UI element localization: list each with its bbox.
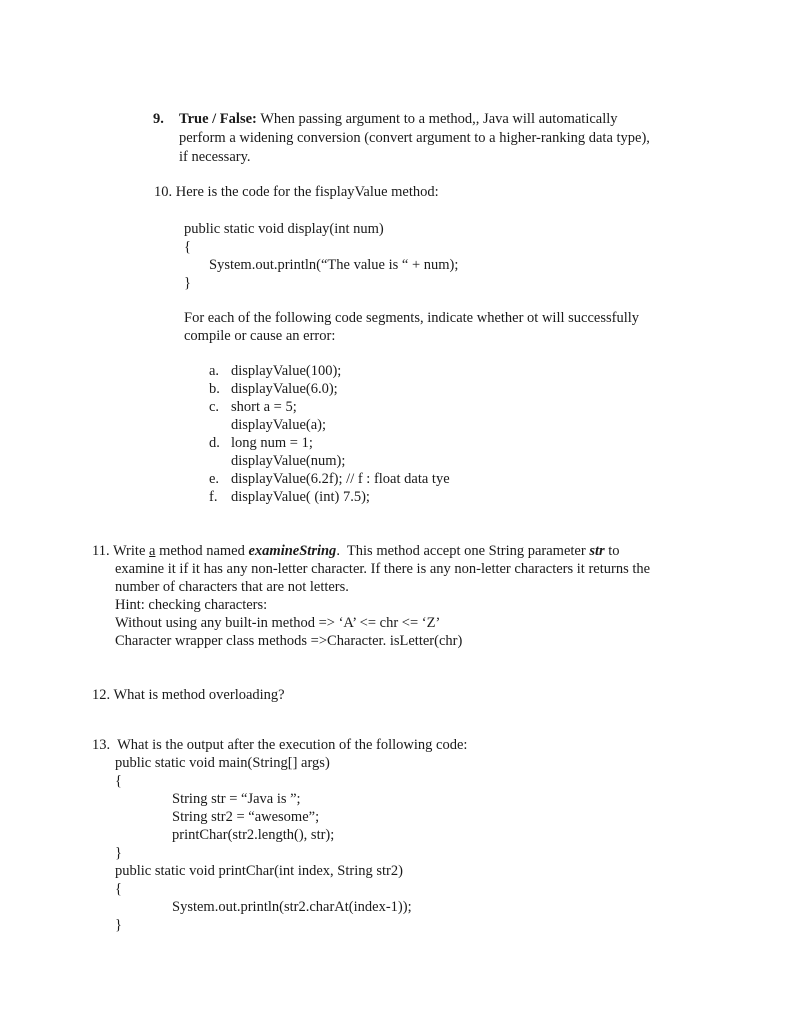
q9-line1-text: When passing argument to a method,, Java will automatically bbox=[256, 111, 618, 127]
q10-heading: 10. Here is the code for the fisplayValue method: bbox=[154, 184, 439, 200]
q10-item-text: short a = 5; bbox=[231, 399, 297, 415]
q10-item-text: displayValue(100); bbox=[231, 363, 342, 379]
q9-line3: if necessary. bbox=[179, 149, 251, 165]
q10-item-letter: a. bbox=[209, 363, 220, 379]
q13-code-line: public static void printChar(int index, String str2) bbox=[115, 863, 403, 879]
q10-item-text: displayValue(6.2f); // f : float data tye bbox=[231, 471, 450, 487]
q10-code-line: } bbox=[184, 275, 191, 291]
q13-code-line: printChar(str2.length(), str); bbox=[172, 827, 335, 843]
q13-code-line: { bbox=[115, 881, 122, 897]
q11-line6: Character wrapper class methods =>Character. isLetter(chr) bbox=[115, 633, 463, 649]
q9-line2: perform a widening conversion (convert argument to a higher-ranking data type), bbox=[179, 130, 650, 146]
q13-code-line: String str = “Java is ”; bbox=[172, 791, 301, 807]
q10-code-line: { bbox=[184, 239, 191, 255]
q11-line1 bbox=[92, 542, 620, 560]
q11-end: to bbox=[604, 543, 620, 559]
q11-param: str bbox=[589, 543, 605, 559]
q13-code-line: System.out.println(str2.charAt(index-1)); bbox=[172, 899, 412, 915]
q13-code-line: public static void main(String[] args) bbox=[115, 755, 330, 771]
q13-code-line: { bbox=[115, 773, 122, 789]
q10-item-letter: f. bbox=[209, 489, 218, 505]
q11-pre: 11. Write bbox=[92, 543, 150, 559]
q11-underlined: a bbox=[149, 543, 156, 559]
q13-code-line: } bbox=[115, 845, 122, 861]
q10-item-text2: displayValue(num); bbox=[231, 453, 346, 469]
q11-method-name: examineString bbox=[248, 543, 337, 559]
q10-item-letter: d. bbox=[209, 435, 220, 451]
q10-item-text: displayValue(6.0); bbox=[231, 381, 338, 397]
q10-instruction-line2: compile or cause an error: bbox=[184, 328, 336, 344]
q11-line4: Hint: checking characters: bbox=[115, 597, 268, 613]
q10-code-line: System.out.println(“The value is “ + num); bbox=[209, 257, 459, 273]
q11-mid: method named bbox=[155, 543, 249, 559]
q9-text-line1 bbox=[179, 110, 618, 128]
q10-item-text: long num = 1; bbox=[231, 435, 313, 451]
q13-code-line: } bbox=[115, 917, 122, 933]
q13-heading: 13. What is the output after the execution of the following code: bbox=[92, 737, 468, 753]
q10-code-line: public static void display(int num) bbox=[184, 221, 384, 237]
q9-label: True / False: bbox=[179, 111, 257, 127]
q10-item-text: displayValue( (int) 7.5); bbox=[231, 489, 370, 505]
q11-post: . This method accept one String parameter bbox=[336, 543, 590, 559]
q10-item-text2: displayValue(a); bbox=[231, 417, 327, 433]
q11-line2: examine it if it has any non-letter character. If there is any non-letter characters it returns the bbox=[115, 561, 651, 577]
q9-line1 bbox=[153, 110, 164, 128]
q10-instruction-line1: For each of the following code segments, indicate whether ot will successfully bbox=[184, 310, 640, 326]
q11-line5: Without using any built-in method => ‘A’ <= chr <= ‘Z’ bbox=[115, 615, 441, 631]
q10-item-letter: e. bbox=[209, 471, 220, 487]
q9-number: 9. bbox=[153, 111, 164, 127]
q13-code-line: String str2 = “awesome”; bbox=[172, 809, 320, 825]
q12-text: 12. What is method overloading? bbox=[92, 687, 285, 703]
q10-item-letter: c. bbox=[209, 399, 220, 415]
q10-item-letter: b. bbox=[209, 381, 220, 397]
q11-line3: number of characters that are not letters. bbox=[115, 579, 349, 595]
